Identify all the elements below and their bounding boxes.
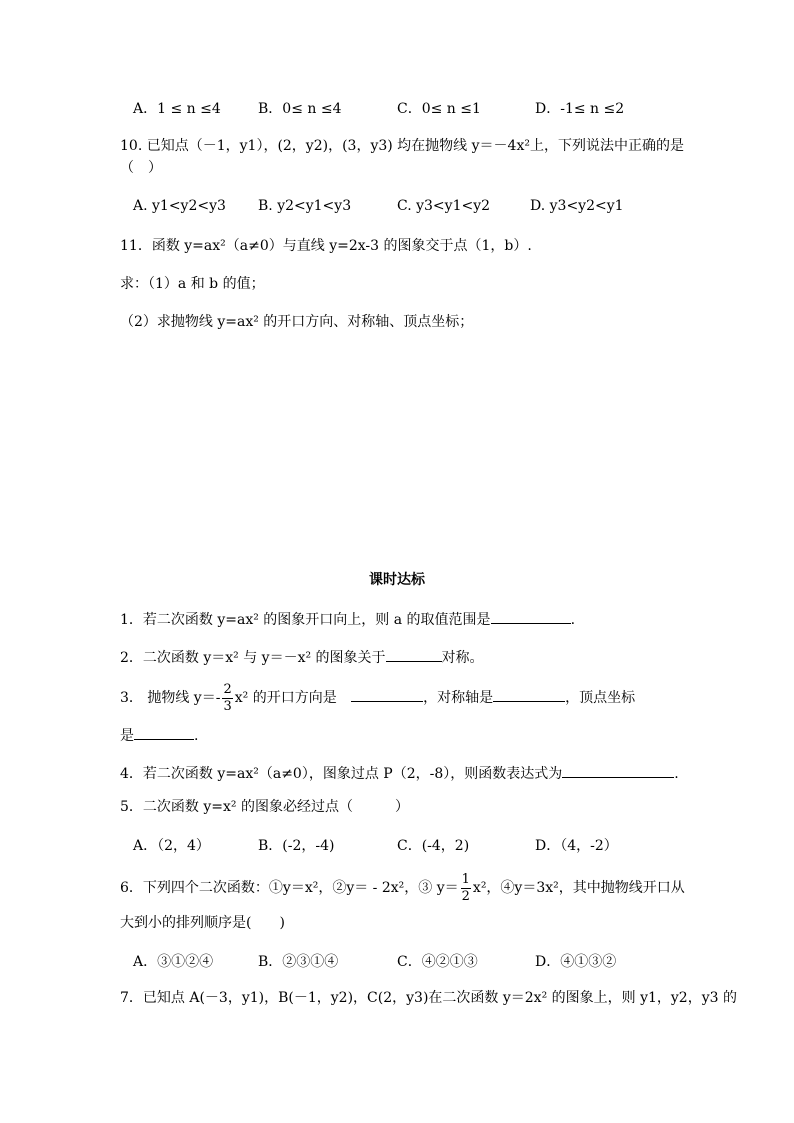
q10-stem: 10. 已知点（－1，y1），(2，y2)，(3，y3) 均在抛物线 y＝－4x²上，下列说法中正确的是 bbox=[120, 138, 684, 154]
q10-paren: （ ） bbox=[120, 160, 162, 176]
p5-option-b: B．(-2，-4) bbox=[258, 838, 335, 854]
p4-question bbox=[120, 761, 679, 784]
p2-answer-blank[interactable] bbox=[386, 645, 442, 662]
p3-axis-blank[interactable] bbox=[493, 685, 565, 702]
p5-option-d: D．（4，-2） bbox=[535, 838, 618, 854]
q9-option-a: A．1 ≤ n ≤4 bbox=[133, 101, 221, 117]
q10-option-c: C. y3<y1<y2 bbox=[397, 198, 491, 214]
p3-vertex-blank[interactable] bbox=[134, 723, 194, 740]
p1-text: 1．若二次函数 y=ax² 的图象开口向上，则 a 的取值范围是 bbox=[120, 612, 491, 628]
p6-option-c: C．④②①③ bbox=[397, 954, 478, 970]
p3-question-line2 bbox=[120, 723, 198, 746]
p6-frac-den: 2 bbox=[461, 888, 470, 904]
q11-part1: 求：（1）a 和 b 的值； bbox=[120, 276, 265, 292]
p2-question bbox=[120, 645, 484, 668]
p3-direction-blank[interactable] bbox=[351, 685, 423, 702]
q9-option-b: B．0≤ n ≤4 bbox=[258, 101, 342, 117]
p6-option-b: B．②③①④ bbox=[258, 954, 339, 970]
p4-answer-blank[interactable] bbox=[562, 761, 674, 778]
q10-option-b: B. y2<y1<y3 bbox=[258, 198, 352, 214]
p6-stem-line1 bbox=[120, 870, 685, 906]
p6-stem-b: x²，④y＝3x²，其中抛物线开口从 bbox=[472, 880, 685, 896]
q9-option-c: C．0≤ n ≤1 bbox=[397, 101, 481, 117]
p6-option-d: D．④①③② bbox=[535, 954, 617, 970]
p1-question bbox=[120, 607, 575, 630]
q9-option-d: D．-1≤ n ≤2 bbox=[535, 101, 625, 117]
q10-option-a: A. y1<y2<y3 bbox=[133, 198, 226, 214]
p6-option-a: A．③①②④ bbox=[133, 954, 214, 970]
p3-frac-num: 2 bbox=[223, 681, 232, 697]
q11-part2: （2）求抛物线 y=ax² 的开口方向、对称轴、顶点坐标； bbox=[120, 314, 474, 330]
p5-option-c: C．(-4，2) bbox=[397, 838, 470, 854]
p7-stem: 7．已知点 A(－3，y1)，B(－1，y2)，C(2，y3)在二次函数 y＝2x² 的图象上，则 y1，y2，y3 的 bbox=[120, 990, 737, 1006]
p1-end: . bbox=[570, 612, 576, 628]
p6-frac-num: 1 bbox=[461, 871, 470, 887]
q10-option-d: D. y3<y2<y1 bbox=[530, 198, 624, 214]
p4-end: . bbox=[674, 766, 679, 782]
p5-stem: 5．二次函数 y=x² 的图象必经过点（ ） bbox=[120, 799, 409, 815]
p3-frac-den: 3 bbox=[223, 698, 232, 714]
p3-prefix: 3． 抛物线 y＝- bbox=[120, 690, 221, 706]
p6-stem-a: 6．下列四个二次函数：①y＝x²，②y＝ - 2x²，③ y＝ bbox=[120, 880, 459, 896]
p3-question-line1 bbox=[120, 680, 635, 716]
p3-fraction bbox=[222, 682, 232, 715]
p3-line2-start: 是 bbox=[120, 728, 134, 744]
p6-stem-line2: 大到小的排列顺序是( ) bbox=[120, 915, 285, 931]
q11-stem: 11．函数 y=ax²（a≠0）与直线 y=2x-3 的图象交于点（1，b）. bbox=[120, 238, 532, 254]
p5-option-a: A．（2，4） bbox=[133, 838, 210, 854]
p3-mid1: ，对称轴是 bbox=[423, 690, 494, 706]
p1-answer-blank[interactable] bbox=[491, 607, 571, 624]
p4-text: 4．若二次函数 y=ax²（a≠0），图象过点 P（2，-8），则函数表达式为 bbox=[120, 766, 563, 782]
p3-after-frac: x² 的开口方向是 bbox=[234, 690, 337, 706]
p3-line2-end: . bbox=[194, 728, 199, 744]
section-title: 课时达标 bbox=[369, 572, 425, 588]
p3-mid2: ，顶点坐标 bbox=[565, 690, 636, 706]
p6-fraction bbox=[461, 872, 471, 905]
p2-end: 对称。 bbox=[441, 650, 484, 666]
p2-text: 2．二次函数 y＝x² 与 y＝－x² 的图象关于 bbox=[120, 650, 386, 666]
